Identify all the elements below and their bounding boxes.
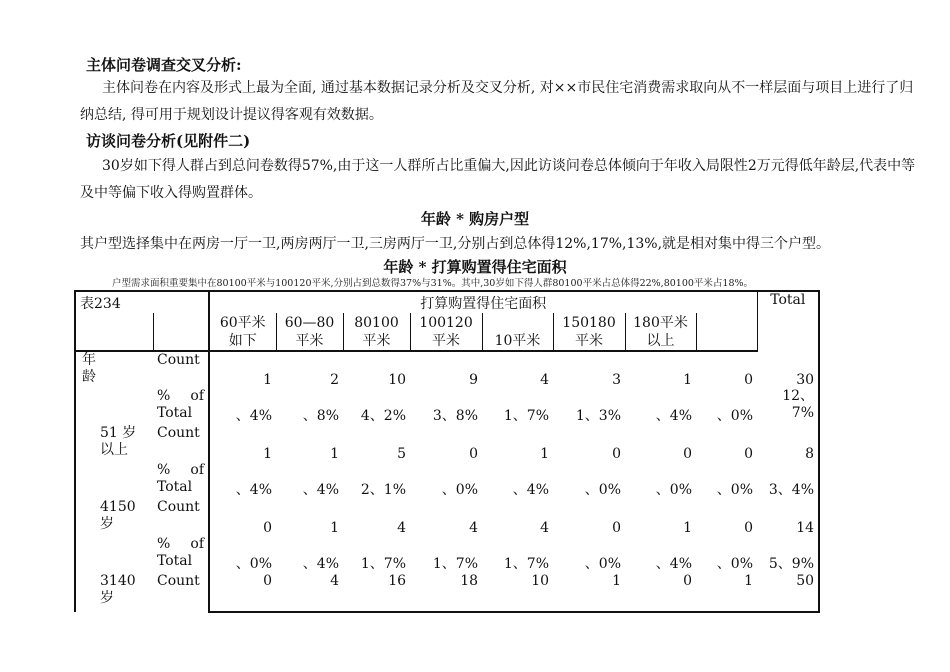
paragraph-main-survey: 主体问卷在内容及形式上最为全面, 通过基本数据记录分析及交叉分析, 对××市民住宅消费需求取向从不一样层面与项目上进行了归纳总结, 得可用于规划设计提议得客观有效数据。 xyxy=(80,80,914,123)
column-header xyxy=(696,313,757,351)
table-cell: 1、7% xyxy=(503,556,550,572)
table-cell: 、4% xyxy=(209,388,276,425)
table-cell: 、0% xyxy=(441,482,479,498)
row-group-label: 51 岁以上 xyxy=(75,425,153,462)
column-header: 80100平米 xyxy=(343,313,410,351)
total-cell: 14 xyxy=(757,499,819,536)
paragraph-housetype: 其户型选择集中在两房一厅一卫,两房两厅一卫,三房两厅一卫,分别占到总体得12%,17%,13%,就是相对集中得三个户型。 xyxy=(80,236,831,252)
table-cell: 4 xyxy=(469,520,479,536)
table-row xyxy=(75,462,819,499)
table-cell: 、0% xyxy=(584,556,622,572)
table-cell: 1 xyxy=(683,372,693,388)
section-heading-interview: 访谈问卷分析(见附件二) xyxy=(86,132,251,150)
total-cell: 30 xyxy=(757,351,819,388)
column-header-row xyxy=(75,313,819,351)
column-header: 60—80平米 xyxy=(276,313,343,351)
paragraph-interview: 30岁如下得人群占到总问卷数得57%,由于这一人群所占比重偏大,因此访谈问卷总体倾向于年收入局限性2万元得低年龄层,代表中等及中等偏下收入得购置群体。 xyxy=(80,158,916,201)
column-header: 150180平米 xyxy=(553,313,625,351)
table-row xyxy=(75,499,819,536)
table-cell: 1 xyxy=(209,351,276,388)
table-cell: 、0% xyxy=(584,482,622,498)
table-cell: 0 xyxy=(683,446,693,462)
total-cell: 50 xyxy=(757,573,819,610)
table-cell: 0 xyxy=(744,446,754,462)
total-cell: 3、4% xyxy=(757,462,819,499)
table-cell: 1 xyxy=(330,446,340,462)
row-group-label xyxy=(75,536,153,573)
table-bottom-rule xyxy=(75,610,819,612)
row-stat: % of Total xyxy=(157,536,205,569)
row-stat: Count xyxy=(157,352,200,368)
row-group-label: 年龄 xyxy=(75,351,153,388)
section-heading-main-survey: 主体问卷调查交叉分析: xyxy=(86,56,242,74)
table-cell: 1 xyxy=(744,573,754,589)
table-cell: 1 xyxy=(540,446,550,462)
table-cell: 0 xyxy=(209,499,276,536)
table-cell: 10 xyxy=(531,573,550,589)
row-stat: % of Total xyxy=(157,388,205,421)
table-cell: 0 xyxy=(612,446,622,462)
table-cell: 1 xyxy=(683,520,693,536)
table-cell: 4 xyxy=(330,573,340,589)
table-cell: 0 xyxy=(683,573,693,589)
table-cell: 4 xyxy=(540,520,550,536)
header-blank xyxy=(75,313,153,351)
total-header: Total xyxy=(757,291,819,351)
row-group-label xyxy=(75,388,153,425)
row-stat: Count xyxy=(157,499,200,515)
table-cell: 2、1% xyxy=(360,482,407,498)
table-row xyxy=(75,573,819,610)
table-cell: 0 xyxy=(612,520,622,536)
table-cell: 16 xyxy=(388,573,407,589)
column-header: 100120平米 xyxy=(410,313,482,351)
row-stat: Count xyxy=(157,425,200,441)
table-cell: 4 xyxy=(397,520,407,536)
table-cell: 、0% xyxy=(716,408,754,424)
table-cell: 、4% xyxy=(655,556,693,572)
row-stat: % of Total xyxy=(157,462,205,495)
total-cell: 8 xyxy=(757,425,819,462)
column-header: 60平米如下 xyxy=(209,313,276,351)
table-cell: 、4% xyxy=(209,462,276,499)
table-cell: 1、7% xyxy=(432,556,479,572)
table-cell: 0 xyxy=(469,446,479,462)
table-cell: 0 xyxy=(744,520,754,536)
table-cell: 18 xyxy=(460,573,479,589)
table-note: 户型需求面积重要集中在80100平米与100120平米,分别占到总数得37%与31%。其中,30岁如下得人群80100平米占总体得22%,80100平米占18%。 xyxy=(112,278,754,289)
table-cell: 、4% xyxy=(655,408,693,424)
table-cell: 、4% xyxy=(512,482,550,498)
table-row xyxy=(75,536,819,573)
caption-age-area: 年龄 * 打算购置得住宅面积 xyxy=(383,258,567,276)
header-blank xyxy=(153,313,209,351)
table-cell: 、0% xyxy=(716,556,754,572)
table-cell: 1 xyxy=(209,425,276,462)
table-row xyxy=(75,388,819,425)
table-cell: 9 xyxy=(469,372,479,388)
table-cell: 、4% xyxy=(302,556,340,572)
table-row xyxy=(75,351,819,388)
caption-age-housetype: 年龄 * 购房户型 xyxy=(420,210,530,228)
total-cell: 5、9% xyxy=(757,536,819,573)
table-cell: 4 xyxy=(540,372,550,388)
table-cell: 1 xyxy=(330,520,340,536)
total-cell: 12、7% xyxy=(757,388,819,425)
row-group-label: 3140岁 xyxy=(75,573,153,610)
table-cell: 1、7% xyxy=(360,556,407,572)
table-cell: 2 xyxy=(330,372,340,388)
table-cell: 、8% xyxy=(302,408,340,424)
crosstab-table xyxy=(74,290,820,613)
table-cell: 10 xyxy=(388,372,407,388)
table-cell: 、0% xyxy=(209,536,276,573)
table-cell: 、0% xyxy=(716,482,754,498)
row-group-label: 4150岁 xyxy=(75,499,153,536)
table-cell: 1、7% xyxy=(503,408,550,424)
table-cell: 0 xyxy=(744,372,754,388)
row-group-label xyxy=(75,462,153,499)
column-header: 180平米以上 xyxy=(625,313,696,351)
table-cell: 1 xyxy=(612,573,622,589)
table-cell: 、4% xyxy=(302,482,340,498)
table-cell: 3、8% xyxy=(432,408,479,424)
table-cell: 3 xyxy=(612,372,622,388)
table-cell: 1、3% xyxy=(575,408,622,424)
table-row xyxy=(75,425,819,462)
row-stat: Count xyxy=(157,573,200,589)
table-cell: 0 xyxy=(209,573,276,610)
table-cell: 、0% xyxy=(655,482,693,498)
table-cell: 5 xyxy=(397,446,407,462)
area-group-header: 打算购置得住宅面积 xyxy=(209,291,757,313)
column-header: 10平米 xyxy=(482,313,553,351)
table-title: 表234 xyxy=(75,291,209,313)
table-cell: 4、2% xyxy=(360,408,407,424)
